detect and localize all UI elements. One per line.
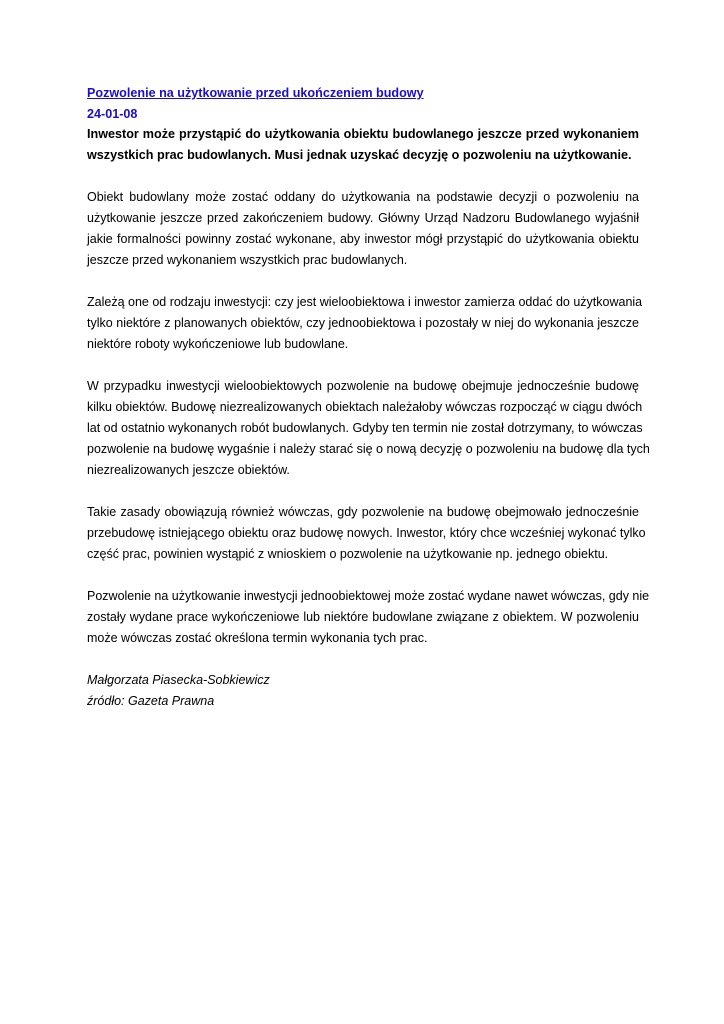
paragraph-line: pozwolenie na budowę wygaśnie i należy starać się o nową decyzję o pozwoleniu na budowę dla tych xyxy=(87,442,650,456)
paragraph-line: tylko niektóre z planowanych obiektów, czy jednoobiektowa i pozostały w niej do wykonania jeszcze xyxy=(87,316,639,330)
paragraph-line: kilku obiektów. Budowę niezrealizowanych obiektach należałoby wówczas rozpocząć w ciągu dwóch xyxy=(87,400,643,414)
paragraph-line: użytkowanie jeszcze przed zakończeniem budowy. Główny Urząd Nadzoru Budowlanego wyjaśnił xyxy=(87,211,639,225)
paragraph-5 xyxy=(87,586,650,649)
paragraph-line: lat od ostatnio wykonanych robót budowlanych. Gdyby ten termin nie został dotrzymany, to wówczas xyxy=(87,421,643,435)
paragraph-line: Takie zasady obowiązują również wówczas, gdy pozwolenie na budowę obejmowało jednocześnie xyxy=(87,505,639,519)
paragraph-line: zostały wydane prace wykończeniowe lub niektóre budowlane związane z obiektem. W pozwoleniu xyxy=(87,610,639,624)
paragraph-line: W przypadku inwestycji wieloobiektowych pozwolenie na budowę obejmuje jednocześnie budowę xyxy=(87,379,639,393)
signature xyxy=(87,670,639,712)
paragraph-line: może wówczas zostać określona termin wykonania tych prac. xyxy=(87,631,428,645)
paragraph-line: niezrealizowanych jeszcze obiektów. xyxy=(87,463,290,477)
paragraph-2 xyxy=(87,292,643,355)
paragraph-line: Zależą one od rodzaju inwestycji: czy jest wieloobiektowa i inwestor zamierza oddać do użytkowania xyxy=(87,295,643,309)
paragraph-line: przebudowę istniejącego obiektu oraz budowę nowych. Inwestor, który chce wcześniej wykonać tylko xyxy=(87,526,646,540)
paragraph-1 xyxy=(87,187,639,271)
lead-line: Inwestor może przystąpić do użytkowania obiektu budowlanego jeszcze przed wykonaniem xyxy=(87,127,639,141)
paragraph-line: Obiekt budowlany może zostać oddany do użytkowania na podstawie decyzji o pozwoleniu na xyxy=(87,190,639,204)
source-credit: źródło: Gazeta Prawna xyxy=(87,694,215,708)
article-date: 24-01-08 xyxy=(87,107,138,121)
paragraph-line: jeszcze przed wykonaniem wszystkich prac budowlanych. xyxy=(87,253,408,267)
lead-line: wszystkich prac budowlanych. Musi jednak uzyskać decyzję o pozwoleniu na użytkowanie. xyxy=(87,148,632,162)
article-lead xyxy=(87,124,639,166)
author-name: Małgorzata Piasecka-Sobkiewicz xyxy=(87,673,270,687)
article xyxy=(87,83,650,712)
paragraph-line: Pozwolenie na użytkowanie inwestycji jednoobiektowej może zostać wydane nawet wówczas, gdy nie xyxy=(87,589,650,603)
paragraph-line: jakie formalności powinny zostać wykonane, aby inwestor mógł przystąpić do użytkowania obiektu xyxy=(87,232,639,246)
paragraph-4 xyxy=(87,502,646,565)
paragraph-3 xyxy=(87,376,650,481)
article-title-link[interactable]: Pozwolenie na użytkowanie przed ukończeniem budowy xyxy=(87,86,424,100)
paragraph-line: część prac, powinien wystąpić z wnioskiem o pozwolenie na użytkowanie np. jednego obiektu. xyxy=(87,547,609,561)
paragraph-line: niektóre roboty wykończeniowe lub budowlane. xyxy=(87,337,349,351)
